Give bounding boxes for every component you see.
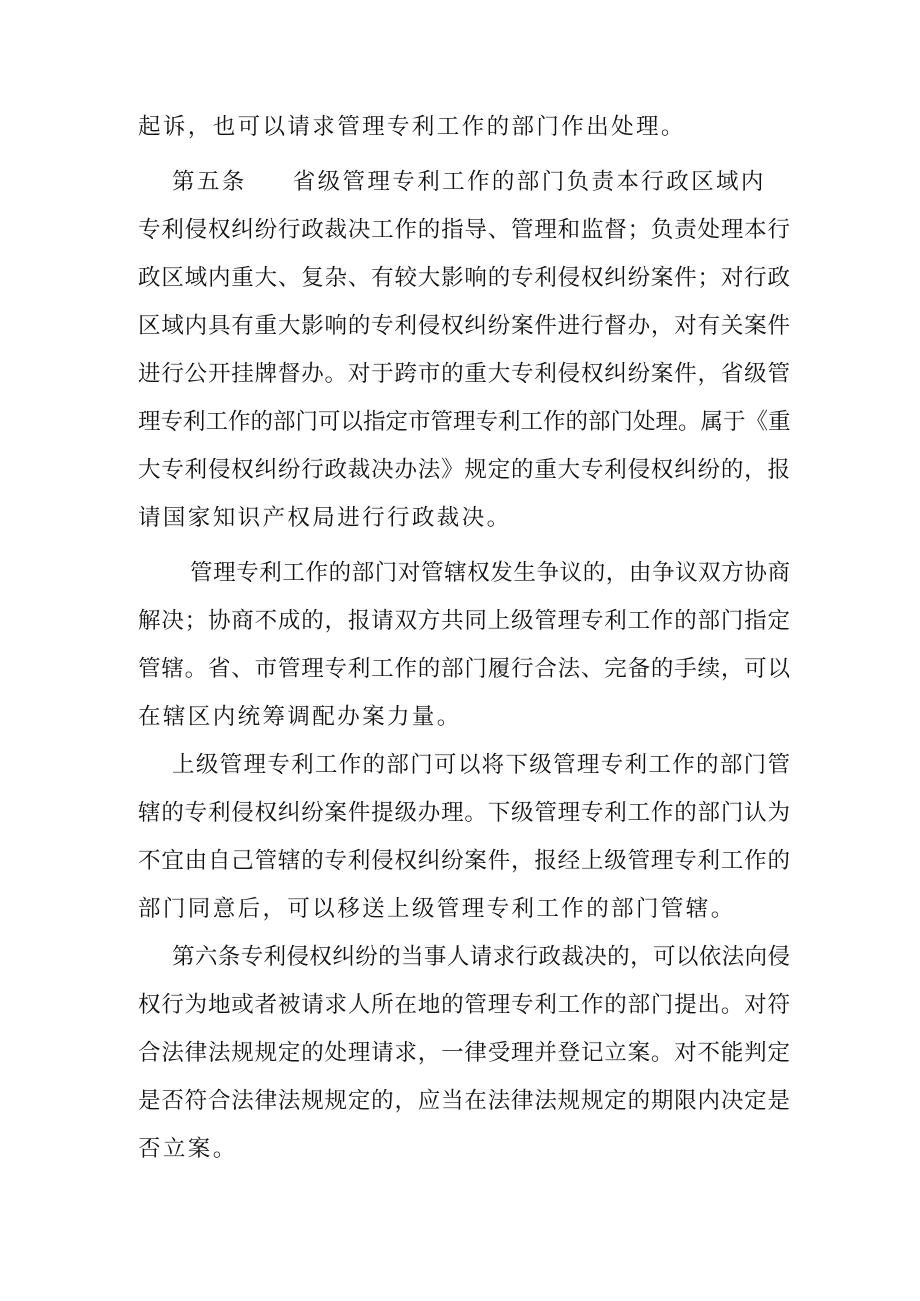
paragraph-2-line-7: 请国家知识产权局进行行政裁决。 [138, 505, 512, 531]
paragraph-5-line-2: 权行为地或者被请求人所在地的管理专利工作的部门提出。对符 [138, 992, 790, 1018]
paragraph-5-line-3: 合法律法规规定的处理请求，一律受理并登记立案。对不能判定 [138, 1040, 790, 1066]
article-5-first-line [172, 167, 790, 197]
paragraph-3-line-2: 解决；协商不成的，报请双方共同上级管理专利工作的部门指定 [138, 608, 790, 634]
article-5-first-line-text: 省级管理专利工作的部门负责本行政区域内 [292, 169, 766, 195]
paragraph-3-line-3: 管辖。省、市管理专利工作的部门履行合法、完备的手续，可以 [138, 656, 790, 682]
article-5-heading: 第五条 [172, 169, 247, 195]
paragraph-2-line-1: 专利侵权纠纷行政裁决工作的指导、管理和监督；负责处理本行 [138, 217, 790, 243]
paragraph-4-line-3: 不宜由自己管辖的专利侵权纠纷案件，报经上级管理专利工作的 [138, 848, 790, 874]
paragraph-5-line-4: 是否符合法律法规规定的，应当在法律法规规定的期限内决定是 [138, 1088, 790, 1114]
paragraph-2-line-4: 进行公开挂牌督办。对于跨市的重大专利侵权纠纷案件，省级管 [138, 361, 790, 387]
paragraph-2-line-2: 政区域内重大、复杂、有较大影响的专利侵权纠纷案件；对行政 [138, 265, 790, 291]
paragraph-2-line-5: 理专利工作的部门可以指定市管理专利工作的部门处理。属于《重 [138, 409, 791, 435]
paragraph-2-line-3: 区域内具有重大影响的专利侵权纠纷案件进行督办，对有关案件 [138, 313, 790, 339]
paragraph-5-line-5: 否立案。 [138, 1136, 238, 1162]
paragraph-3-line-4: 在辖区内统筹调配办案力量。 [138, 704, 462, 730]
paragraph-2-line-6: 大专利侵权纠纷行政裁决办法》规定的重大专利侵权纠纷的，报 [138, 457, 790, 483]
paragraph-4-line-2: 辖的专利侵权纠纷案件提级办理。下级管理专利工作的部门认为 [138, 800, 790, 826]
paragraph-1-line-1: 起诉，也可以请求管理专利工作的部门作出处理。 [138, 114, 686, 140]
paragraph-4-line-1: 上级管理专利工作的部门可以将下级管理专利工作的部门管 [172, 752, 790, 778]
paragraph-5-line-1: 第六条专利侵权纠纷的当事人请求行政裁决的，可以依法向侵 [172, 944, 790, 970]
paragraph-3-line-1: 管理专利工作的部门对管辖权发生争议的，由争议双方协商 [190, 560, 790, 586]
paragraph-4-line-4: 部门同意后，可以移送上级管理专利工作的部门管辖。 [138, 896, 736, 922]
